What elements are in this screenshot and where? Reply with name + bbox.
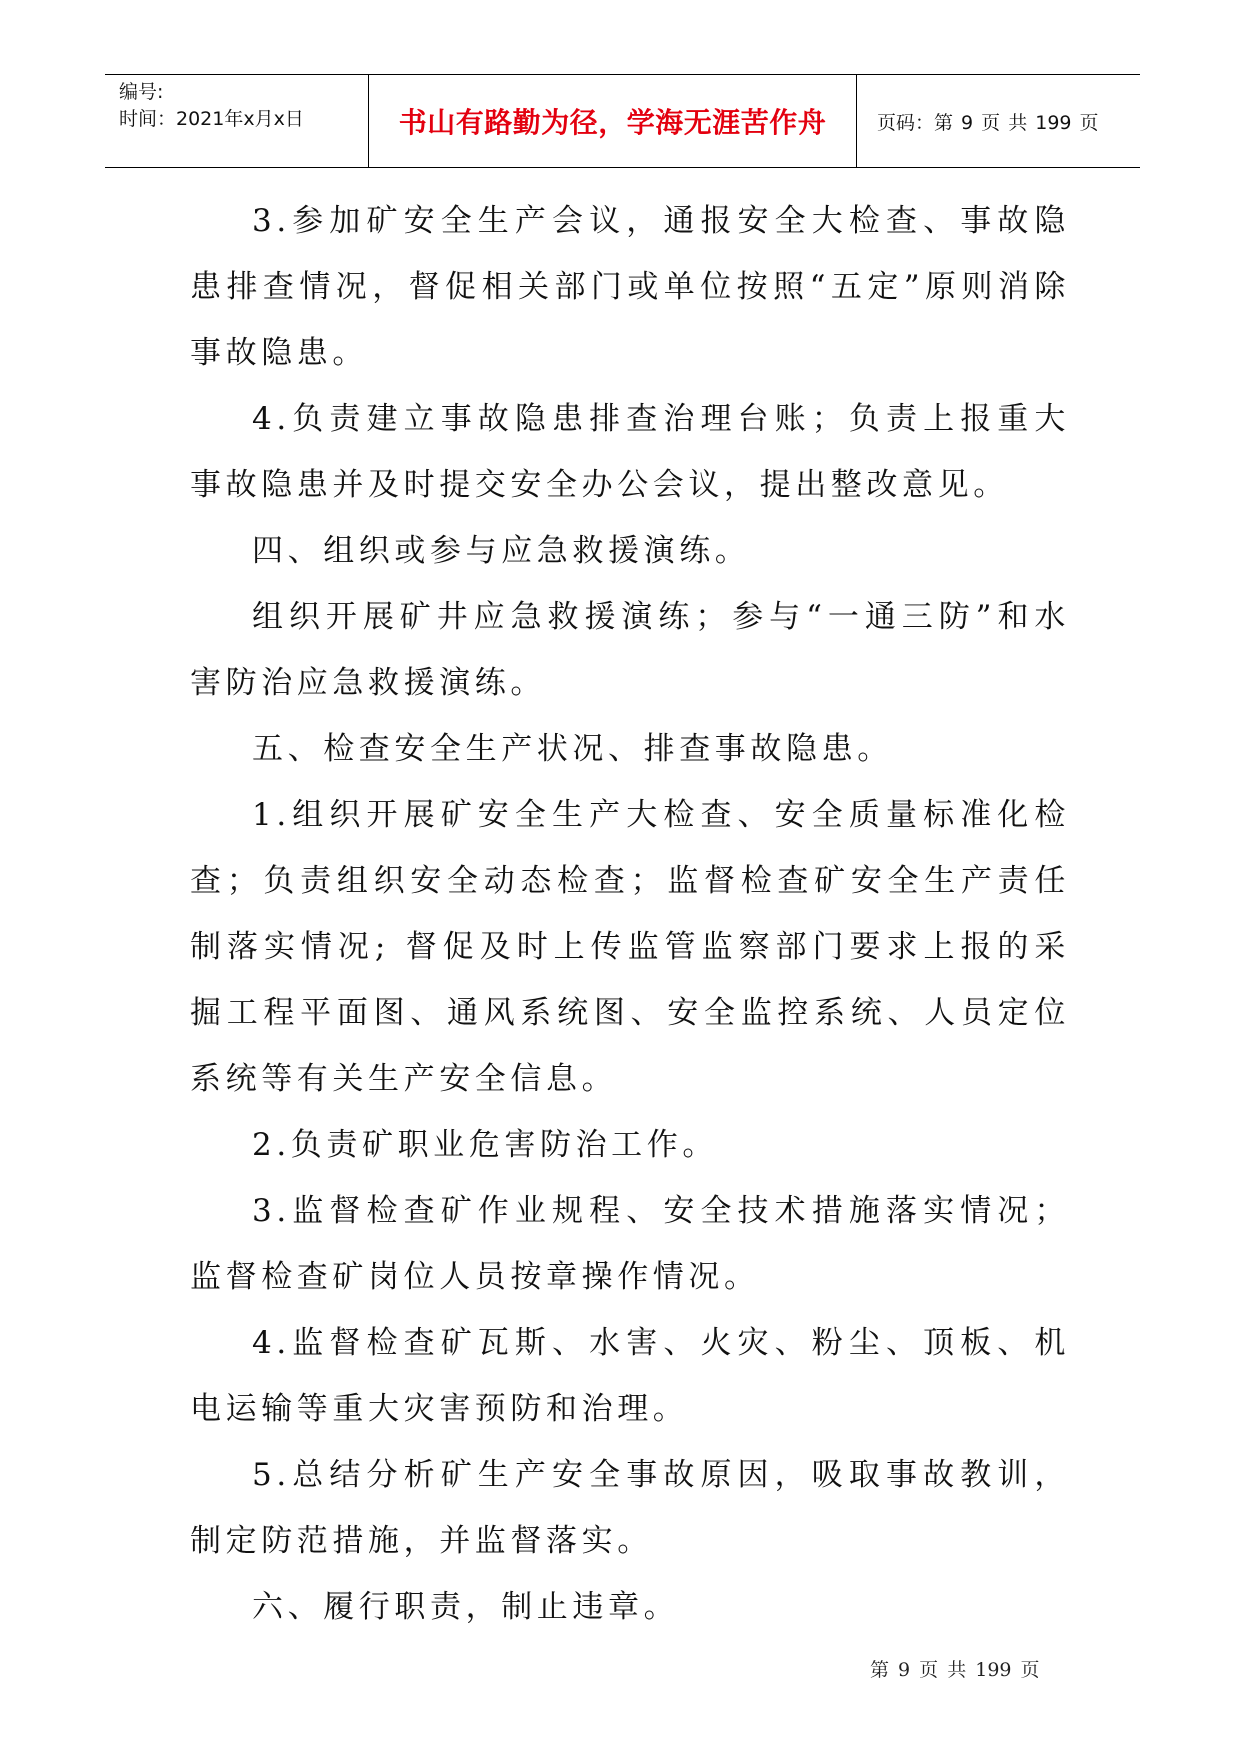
section-heading: 四、组织或参与应急救援演练。 bbox=[252, 533, 751, 569]
header-page-info: 页码：第 9 页 共 199 页 bbox=[877, 111, 1099, 134]
header-meta bbox=[105, 75, 369, 167]
paragraph: 1.组织开展矿安全生产大检查、安全质量标准化检查；负责组织安全动态检查；监督检查矿安全生产责任制落实情况; 督促及时上传监管监察部门要求上报的采掘工程平面图、通风系统图、安全监控系统、人员定位系统等有关生产安全信息。 bbox=[190, 797, 1070, 1097]
paragraph: 2.负责矿职业危害防治工作。 bbox=[252, 1127, 718, 1163]
header-motto: 书山有路勤为径，学海无涯苦作舟 bbox=[369, 75, 857, 167]
section-heading: 六、履行职责，制止违章。 bbox=[252, 1589, 680, 1625]
document-time-label: 时间：2021年x月x日 bbox=[119, 108, 304, 130]
paragraph: 组织开展矿井应急救援演练；参与“一通三防”和水害防治应急救援演练。 bbox=[190, 599, 1070, 701]
paragraph: 3.监督检查矿作业规程、安全技术措施落实情况；监督检查矿岗位人员按章操作情况。 bbox=[190, 1193, 1070, 1295]
paragraph: 4.负责建立事故隐患排查治理台账；负责上报重大事故隐患并及时提交安全办公会议，提出整改意见。 bbox=[190, 401, 1070, 503]
page-header bbox=[105, 74, 1140, 168]
paragraph: 4.监督检查矿瓦斯、水害、火灾、粉尘、顶板、机电运输等重大灾害预防和治理。 bbox=[190, 1325, 1070, 1427]
section-heading: 五、检查安全生产状况、排查事故隐患。 bbox=[252, 731, 893, 767]
page-footer: 第 9 页 共 199 页 bbox=[870, 1659, 1040, 1681]
paragraph: 3.参加矿安全生产会议，通报安全大检查、事故隐患排查情况，督促相关部门或单位按照“五定”原则消除事故隐患。 bbox=[190, 203, 1070, 371]
document-number-label: 编号: bbox=[119, 81, 164, 103]
paragraph: 5.总结分析矿生产安全事故原因，吸取事故教训，制定防范措施，并监督落实。 bbox=[190, 1457, 1070, 1559]
document-body bbox=[190, 188, 1070, 1640]
